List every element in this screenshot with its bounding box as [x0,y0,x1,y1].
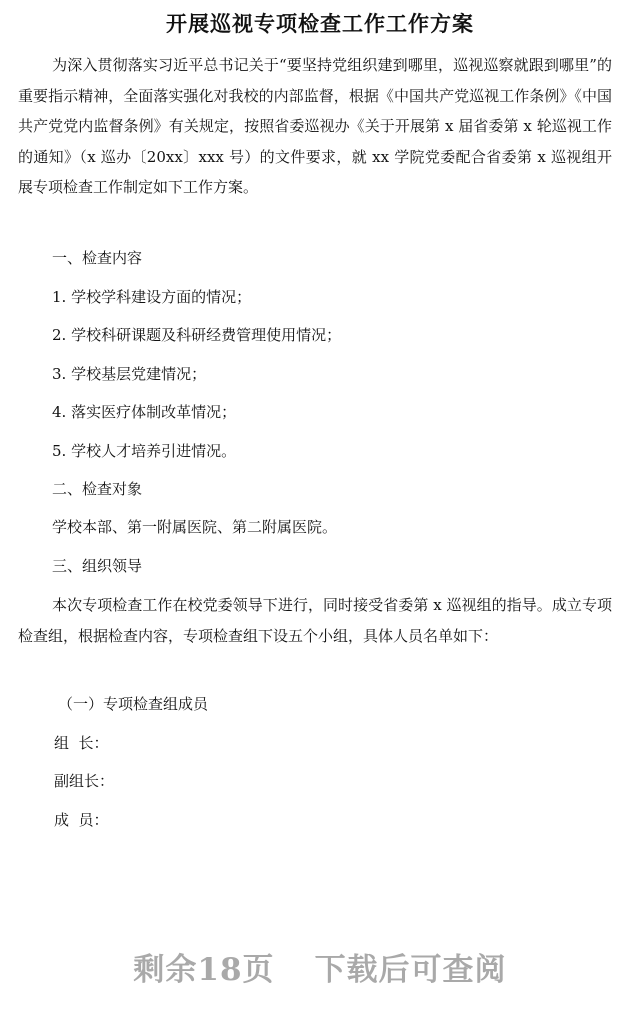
download-prompt-text: 下载后可查阅 [314,952,507,988]
role-leader: 组 长： [54,734,109,752]
section1-heading: 一、检查内容 [52,249,143,267]
role-deputy-leader: 副组长： [54,772,115,790]
section1-item: 2. 学校科研课题及科研经费管理使用情况； [52,326,342,344]
section1-item: 1. 学校学科建设方面的情况； [52,288,252,306]
section3-heading: 三、组织领导 [52,557,143,575]
section1-item: 3. 学校基层党建情况； [52,365,207,383]
role-members: 成 员： [54,811,109,829]
document-title: 开展巡视专项检查工作工作方案 [166,11,474,36]
section1-item: 5. 学校人才培养引进情况。 [52,442,237,460]
download-banner[interactable] [0,944,640,989]
intro-text: 为深入贯彻落实习近平总书记关于“要坚持党组织建到哪里，巡视巡察就跟到哪里”的重要指示精神，全面落实强化对我校的内部监督，根据《中国共产党巡视工作条例》《中国共产党党内监督条例》有关规定，按照省委巡视办《关于开展第 x 届省委第 x 轮巡视工作的通知》（x 巡办〔20xx〕xxx 号）的文件要求，就 xx 学院党委配合省委第 x 巡视组开展专项检查工作制定如下工作方案。 [18,56,612,196]
section1-item: 4. 落实医疗体制改革情况； [52,403,237,421]
section3-text: 本次专项检查工作在校党委领导下进行，同时接受省委第 x 巡视组的指导。成立专项检查组，根据检查内容，专项检查组下设五个小组，具体人员名单如下： [18,596,612,645]
section2-heading: 二、检查对象 [52,480,143,498]
subsection-heading: （一）专项检查组成员 [58,695,209,713]
remaining-pages-text: 剩余18页 [133,952,275,988]
section3-paragraph [18,590,612,651]
section2-text: 学校本部、第一附属医院、第二附属医院。 [52,518,338,536]
intro-paragraph [18,50,612,203]
